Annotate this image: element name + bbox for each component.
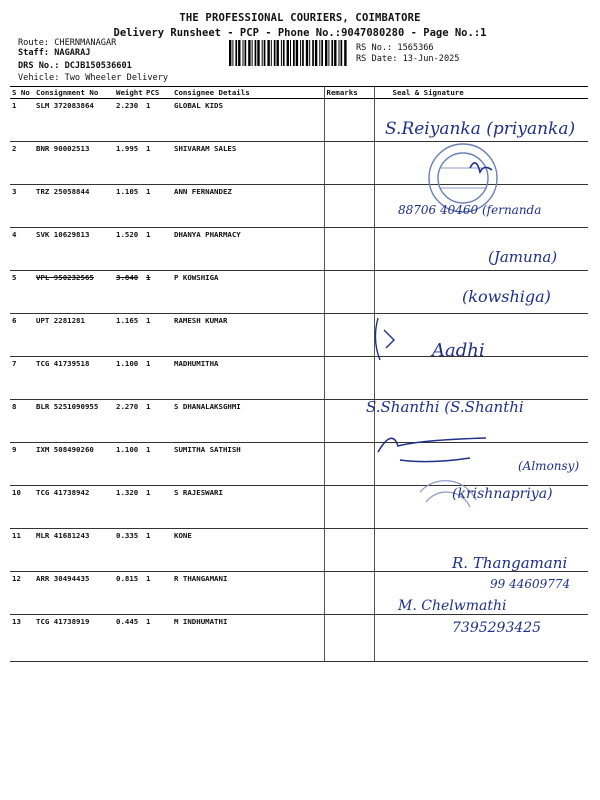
row-weight: 0.335 [114,529,144,572]
row-weight: 2.270 [114,400,144,443]
row-consignment-no: SVK 10629813 [34,228,114,271]
row-signature-cell [374,99,588,142]
row-pcs: 1 [144,400,172,443]
handwriting-r12: R. Thangamani [452,554,568,572]
row-signature-cell [374,400,588,443]
vehicle-text: Vehicle: Two Wheeler Delivery [18,73,169,83]
row-weight: 1.995 [114,142,144,185]
table-row [10,486,588,529]
row-sno: 5 [10,271,34,314]
handwriting-r12b: 99 44609774 [490,577,571,591]
row-weight: 1.520 [114,228,144,271]
row-consignee: S RAJESWARI [172,486,324,529]
row-pcs: 1 [144,99,172,142]
table-row [10,357,588,400]
row-consignee: SUMITHA SATHISH [172,443,324,486]
col-consignment: Consignment No [34,87,114,99]
row-sno: 7 [10,357,34,400]
row-pcs: 1 [144,486,172,529]
row-sno: 4 [10,228,34,271]
staff-text: Staff: NAGARAJ [18,48,91,58]
table-row [10,99,588,142]
row-remarks [324,228,374,271]
row-signature-cell [374,185,588,228]
row-consignment-no: TRZ 25058844 [34,185,114,228]
table-row [10,142,588,185]
table-row [10,271,588,314]
runsheet-title: Delivery Runsheet - PCP - Phone No.:9047080280 - Page No.:1 [113,27,487,39]
handwriting-r13b: 7395293425 [452,620,542,636]
row-pcs: 1 [144,572,172,615]
row-remarks [324,443,374,486]
row-consignee: GLOBAL KIDS [172,99,324,142]
row-weight: 1.100 [114,357,144,400]
row-consignee: KONE [172,529,324,572]
table-row [10,400,588,443]
row-sno: 11 [10,529,34,572]
row-remarks [324,142,374,185]
row-weight: 0.815 [114,572,144,615]
row-remarks [324,400,374,443]
row-sno: 13 [10,615,34,662]
row-consignee: MADHUMITHA [172,357,324,400]
handwriting-r3: 88706 40460 (fernanda [398,203,542,217]
row-consignment-no: ARR 30494435 [34,572,114,615]
row-consignee: RAMESH KUMAR [172,314,324,357]
row-weight: 1.320 [114,486,144,529]
drs-number: DRS No.: DCJB150536601 [18,61,132,71]
route-text: Route: CHERNMANAGAR [18,38,117,48]
row-consignment-no: TCG 41738942 [34,486,114,529]
handwriting-r4: (Jamuna) [488,248,558,266]
row-remarks [324,271,374,314]
row-consignment-no: BLR 5251090955 [34,400,114,443]
row-remarks [324,572,374,615]
row-sno: 10 [10,486,34,529]
col-signature: Seal & Signature [374,87,588,99]
row-consignment-no: VPL 950232565 [34,271,114,314]
handwriting-r5: (kowshiga) [462,287,551,306]
col-sno: S No [10,87,34,99]
handwriting-r10: (krishnapriya) [452,486,553,502]
row-signature-cell [374,228,588,271]
row-consignment-no: UPT 2281281 [34,314,114,357]
row-weight: 1.165 [114,314,144,357]
row-weight: 2.230 [114,99,144,142]
handwriting-r1: S.Reiyanka (priyanka) [385,119,576,139]
row-pcs: 1 [144,443,172,486]
row-consignee: M INDHUMATHI [172,615,324,662]
row-consignee: S DHANALAKSGHMI [172,400,324,443]
row-signature-cell [374,314,588,357]
rs-date: RS Date: 13-Jun-2025 [356,54,460,64]
row-weight: 3.840 [114,271,144,314]
table-row [10,228,588,271]
row-remarks [324,357,374,400]
row-signature-cell [374,142,588,185]
company-title: THE PROFESSIONAL COURIERS, COIMBATORE [179,12,421,24]
table-row [10,615,588,662]
handwriting-r9: (Almonsy) [518,459,580,473]
row-weight: 0.445 [114,615,144,662]
row-signature-cell [374,357,588,400]
row-sno: 6 [10,314,34,357]
row-pcs: 1 [144,357,172,400]
handwriting-r13: M. Chelwmathi [398,598,507,614]
row-sno: 9 [10,443,34,486]
table-row [10,572,588,615]
table-header-row [10,87,588,99]
row-remarks [324,314,374,357]
row-consignment-no: SLM 372083864 [34,99,114,142]
handwriting-r8: S.Shanthi (S.Shanthi [366,398,524,416]
row-signature-cell [374,572,588,615]
handwriting-r6: Aadhi [432,340,485,361]
rs-number: RS No.: 1565366 [356,43,434,53]
row-consignee: R THANGAMANI [172,572,324,615]
runsheet-table [10,86,588,662]
row-pcs: 1 [144,529,172,572]
row-signature-cell [374,443,588,486]
row-sno: 3 [10,185,34,228]
row-sno: 2 [10,142,34,185]
row-weight: 1.105 [114,185,144,228]
row-consignment-no: MLR 41681243 [34,529,114,572]
table-row [10,185,588,228]
row-consignment-no: IXM 508490260 [34,443,114,486]
col-consignee: Consignee Details [172,87,324,99]
row-consignee: ANN FERNANDEZ [172,185,324,228]
row-consignment-no: BNR 90002513 [34,142,114,185]
row-signature-cell [374,271,588,314]
table-row [10,314,588,357]
col-remarks: Remarks [324,87,374,99]
row-sno: 12 [10,572,34,615]
row-remarks [324,615,374,662]
row-remarks [324,185,374,228]
table-row [10,443,588,486]
col-weight: Weight [116,88,143,97]
row-consignee: SHIVARAM SALES [172,142,324,185]
row-pcs: 1 [144,314,172,357]
row-signature-cell [374,529,588,572]
row-consignee: DHANYA PHARMACY [172,228,324,271]
table-row [10,529,588,572]
row-sno: 8 [10,400,34,443]
row-consignee: P KOWSHIGA [172,271,324,314]
row-signature-cell [374,615,588,662]
barcode-icon [228,40,348,66]
row-remarks [324,529,374,572]
row-signature-cell [374,486,588,529]
row-sno: 1 [10,99,34,142]
row-pcs: 1 [144,228,172,271]
row-remarks [324,486,374,529]
col-pcs: PCS [144,87,172,99]
row-pcs: 1 [144,185,172,228]
row-pcs: 1 [144,271,172,314]
row-consignment-no: TCG 41738919 [34,615,114,662]
row-weight: 1.100 [114,443,144,486]
row-pcs: 1 [144,615,172,662]
row-pcs: 1 [144,142,172,185]
row-remarks [324,99,374,142]
row-consignment-no: TCG 41739518 [34,357,114,400]
